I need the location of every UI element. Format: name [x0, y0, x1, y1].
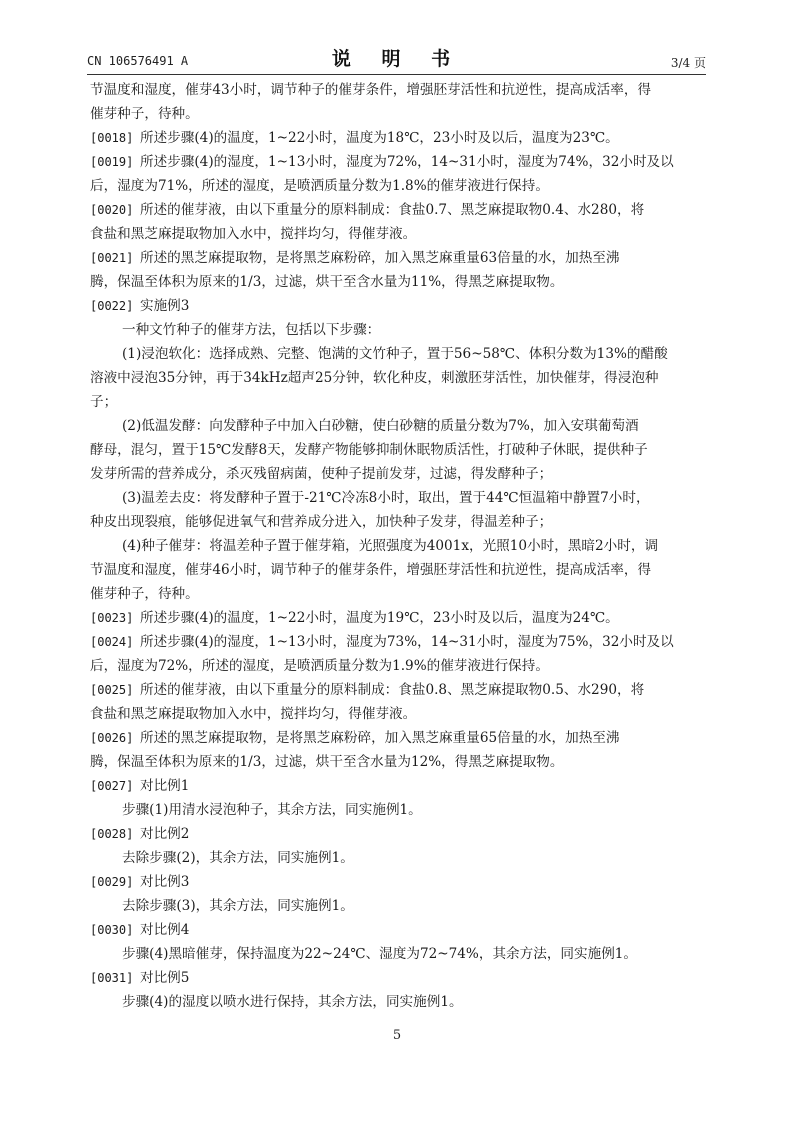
paragraph-line-numbered	[90, 966, 712, 990]
paragraph-line	[90, 486, 712, 510]
paragraph-line	[90, 366, 712, 390]
page-title: 说 明 书	[331, 48, 463, 70]
paragraph-number: [0022]	[90, 299, 134, 313]
paragraph-text: 对比例3	[140, 874, 190, 890]
paragraph-line	[90, 582, 712, 606]
paragraph-text: 所述步骤(4)的湿度，1~13小时，湿度为73%，14~31小时，湿度为75%，32小时及以	[140, 634, 674, 650]
paragraph-line	[90, 174, 712, 198]
paragraph-number: [0027]	[90, 779, 134, 793]
paragraph-line	[90, 702, 712, 726]
paragraph-line	[90, 654, 712, 678]
paragraph-text: 节温度和湿度，催芽46小时，调节种子的催芽条件，增强胚芽活性和抗逆性，提高成活率，得	[90, 562, 652, 578]
document-body	[90, 78, 712, 1014]
paragraph-line	[90, 102, 712, 126]
paragraph-number: [0024]	[90, 635, 134, 649]
paragraph-text: (4)种子催芽：将温差种子置于催芽箱，光照强度为4001x，光照10小时，黑暗2小时，调	[122, 538, 659, 554]
paragraph-number: [0019]	[90, 155, 134, 169]
paragraph-line-numbered	[90, 726, 712, 750]
paragraph-text: 溶液中浸泡35分钟，再于34kHz超声25分钟，软化种皮，刺激胚芽活性，加快催芽，得浸泡种	[90, 370, 659, 386]
patent-number: CN 106576491 A	[87, 54, 189, 68]
paragraph-line-numbered	[90, 630, 712, 654]
paragraph-line	[90, 798, 712, 822]
paragraph-text: 腾，保温至体积为原来的1/3，过滤，烘干至含水量为11%，得黑芝麻提取物。	[90, 274, 564, 290]
paragraph-line-numbered	[90, 198, 712, 222]
paragraph-text: 对比例4	[140, 922, 190, 938]
paragraph-text: 腾，保温至体积为原来的1/3，过滤，烘干至含水量为12%，得黑芝麻提取物。	[90, 754, 564, 770]
paragraph-line	[90, 222, 712, 246]
paragraph-line	[90, 462, 712, 486]
paragraph-line-numbered	[90, 606, 712, 630]
paragraph-text: 所述步骤(4)的湿度，1~13小时，湿度为72%，14~31小时，湿度为74%，32小时及以	[140, 154, 674, 170]
paragraph-line-numbered	[90, 822, 712, 846]
paragraph-number: [0021]	[90, 251, 134, 265]
paragraph-text: 催芽种子，待种。	[90, 586, 199, 602]
paragraph-line	[90, 846, 712, 870]
paragraph-line-numbered	[90, 678, 712, 702]
paragraph-text: 酵母，混匀，置于15℃发酵8天，发酵产物能够抑制休眠物质活性，打破种子休眠，提供种子	[90, 442, 648, 458]
paragraph-number: [0031]	[90, 971, 134, 985]
paragraph-line	[90, 534, 712, 558]
header-divider	[87, 74, 706, 75]
paragraph-line-numbered	[90, 150, 712, 174]
paragraph-line	[90, 414, 712, 438]
paragraph-text: 去除步骤(2)，其余方法，同实施例1。	[122, 850, 354, 866]
paragraph-line	[90, 510, 712, 534]
paragraph-text: 去除步骤(3)，其余方法，同实施例1。	[122, 898, 354, 914]
page-indicator: 3/4 页	[670, 56, 706, 70]
paragraph-number: [0026]	[90, 731, 134, 745]
paragraph-number: [0023]	[90, 611, 134, 625]
paragraph-line	[90, 558, 712, 582]
paragraph-text: 所述的黑芝麻提取物，是将黑芝麻粉碎，加入黑芝麻重量65倍量的水，加热至沸	[140, 730, 620, 746]
paragraph-text: 发芽所需的营养成分，杀灭残留病菌，使种子提前发芽，过滤，得发酵种子；	[90, 466, 553, 482]
paragraph-text: 子；	[90, 394, 118, 410]
paragraph-text: 节温度和湿度，催芽43小时，调节种子的催芽条件，增强胚芽活性和抗逆性，提高成活率，得	[90, 82, 652, 98]
paragraph-number: [0028]	[90, 827, 134, 841]
paragraph-text: 食盐和黑芝麻提取物加入水中，搅拌均匀，得催芽液。	[90, 706, 417, 722]
paragraph-text: 所述的催芽液，由以下重量分的原料制成：食盐0.7、黑芝麻提取物0.4、水280，将	[140, 202, 645, 218]
paragraph-line	[90, 390, 712, 414]
paragraph-line	[90, 270, 712, 294]
paragraph-number: [0030]	[90, 923, 134, 937]
paragraph-line	[90, 78, 712, 102]
paragraph-text: 步骤(4)黑暗催芽，保持温度为22~24℃、湿度为72~74%，其余方法，同实施例1。	[122, 946, 638, 962]
paragraph-text: 种皮出现裂痕，能够促进氧气和营养成分进入，加快种子发芽，得温差种子；	[90, 514, 553, 530]
paragraph-number: [0018]	[90, 131, 134, 145]
paragraph-text: (1)浸泡软化：选择成熟、完整、饱满的文竹种子，置于56~58℃、体积分数为13%的醋酸	[122, 346, 668, 362]
paragraph-line-numbered	[90, 774, 712, 798]
paragraph-text: 步骤(4)的湿度以喷水进行保持，其余方法，同实施例1。	[122, 994, 463, 1010]
paragraph-line	[90, 942, 712, 966]
paragraph-text: 食盐和黑芝麻提取物加入水中，搅拌均匀，得催芽液。	[90, 226, 417, 242]
paragraph-line-numbered	[90, 294, 712, 318]
paragraph-text: 所述步骤(4)的温度，1~22小时，温度为19℃，23小时及以后，温度为24℃。	[140, 610, 619, 626]
paragraph-line	[90, 342, 712, 366]
paragraph-number: [0025]	[90, 683, 134, 697]
paragraph-text: 后，湿度为72%，所述的湿度，是喷洒质量分数为1.9%的催芽液进行保持。	[90, 658, 549, 674]
paragraph-text: 实施例3	[140, 298, 190, 314]
paragraph-line	[90, 438, 712, 462]
paragraph-line-numbered	[90, 126, 712, 150]
paragraph-line-numbered	[90, 918, 712, 942]
paragraph-text: 所述的黑芝麻提取物，是将黑芝麻粉碎，加入黑芝麻重量63倍量的水，加热至沸	[140, 250, 620, 266]
paragraph-text: 步骤(1)用清水浸泡种子，其余方法，同实施例1。	[122, 802, 422, 818]
paragraph-text: 对比例5	[140, 970, 190, 986]
paragraph-text: 对比例2	[140, 826, 190, 842]
paragraph-text: 所述的催芽液，由以下重量分的原料制成：食盐0.8、黑芝麻提取物0.5、水290，将	[140, 682, 645, 698]
paragraph-number: [0029]	[90, 875, 134, 889]
page-number: 5	[392, 1028, 402, 1043]
paragraph-line	[90, 750, 712, 774]
paragraph-line	[90, 990, 712, 1014]
paragraph-line	[90, 894, 712, 918]
paragraph-text: (2)低温发酵：向发酵种子中加入白砂糖，使白砂糖的质量分数为7%，加入安琪葡萄酒	[122, 418, 639, 434]
paragraph-text: 一种文竹种子的催芽方法，包括以下步骤：	[122, 322, 381, 338]
paragraph-text: (3)温差去皮：将发酵种子置于-21℃冷冻8小时，取出，置于44℃恒温箱中静置7小时，	[122, 490, 650, 506]
paragraph-text: 对比例1	[140, 778, 190, 794]
paragraph-line-numbered	[90, 246, 712, 270]
paragraph-line	[90, 318, 712, 342]
paragraph-text: 所述步骤(4)的温度，1~22小时，温度为18℃，23小时及以后，温度为23℃。	[140, 130, 619, 146]
paragraph-number: [0020]	[90, 203, 134, 217]
paragraph-text: 催芽种子，待种。	[90, 106, 199, 122]
paragraph-line-numbered	[90, 870, 712, 894]
paragraph-text: 后，湿度为71%，所述的湿度，是喷洒质量分数为1.8%的催芽液进行保持。	[90, 178, 549, 194]
